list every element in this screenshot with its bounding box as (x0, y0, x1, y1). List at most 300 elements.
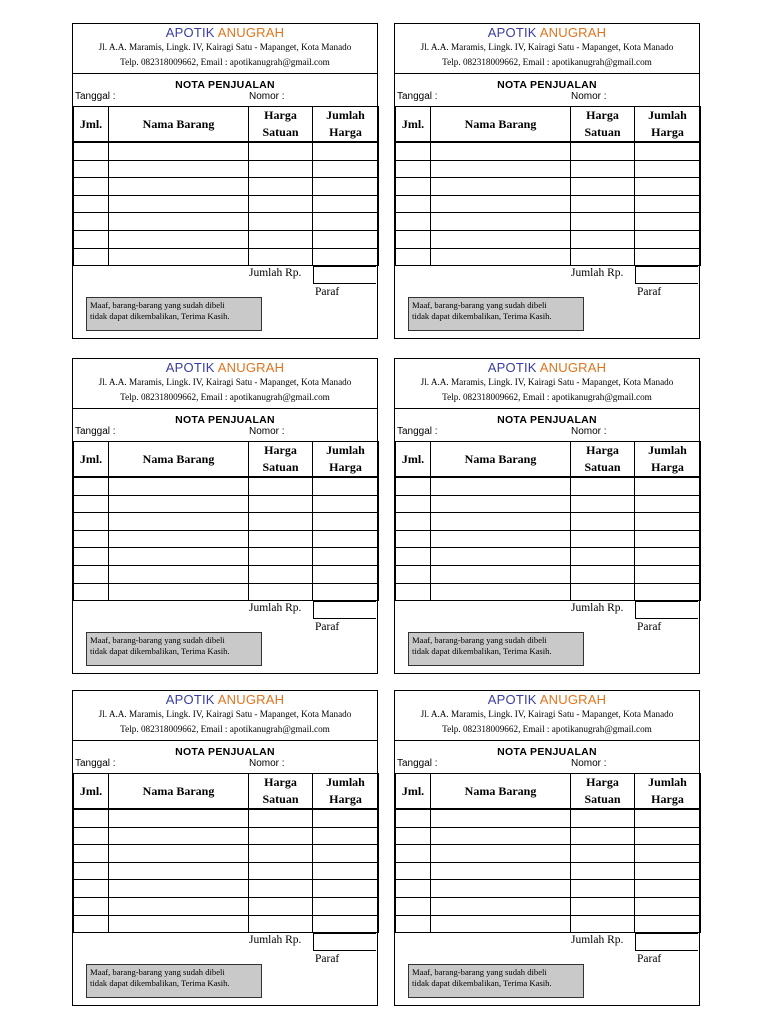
total-input-box[interactable] (313, 933, 376, 951)
table-row (74, 142, 379, 160)
column-header-unit-price: Harga Satuan (249, 107, 313, 143)
table-row (74, 565, 379, 583)
unit-price-cell[interactable] (249, 862, 313, 880)
unit-price-cell[interactable] (249, 880, 313, 898)
table-row (74, 827, 379, 845)
qty-cell[interactable] (74, 548, 109, 566)
shop-address: Jl. A.A. Maramis, Lingk. IV, Kairagi Satu - Mapanget, Kota Manado (98, 709, 352, 719)
item-cell[interactable] (109, 845, 249, 863)
unit-price-cell[interactable] (249, 809, 313, 827)
item-cell[interactable] (431, 495, 571, 513)
total-price-cell[interactable] (313, 195, 379, 213)
shop-name: APOTIK ANUGRAH (487, 25, 607, 40)
item-cell[interactable] (431, 915, 571, 933)
item-cell[interactable] (109, 915, 249, 933)
qty-cell[interactable] (74, 213, 109, 231)
signature-label: Paraf (315, 953, 340, 965)
total-price-cell[interactable] (635, 195, 701, 213)
table-row (74, 897, 379, 915)
receipt-form-3 (72, 358, 378, 674)
total-price-cell[interactable] (313, 845, 379, 863)
qty-cell[interactable] (74, 827, 109, 845)
qty-cell[interactable] (396, 583, 431, 601)
qty-cell[interactable] (396, 862, 431, 880)
table-row (396, 915, 701, 933)
number-label: Nomor : (249, 426, 285, 437)
table-row (396, 583, 701, 601)
item-cell[interactable] (431, 897, 571, 915)
return-policy-notice: Maaf, barang-barang yang sudah dibeli tidak dapat dikembalikan, Terima Kasih. (408, 964, 584, 998)
table-row (396, 809, 701, 827)
qty-cell[interactable] (396, 495, 431, 513)
form-title: NOTA PENJUALAN (497, 79, 597, 91)
total-price-cell[interactable] (313, 915, 379, 933)
item-cell[interactable] (109, 230, 249, 248)
shop-contact: Telp. 082318009662, Email : apotikanugrah@gmail.com (442, 724, 652, 734)
unit-price-cell[interactable] (249, 845, 313, 863)
qty-cell[interactable] (396, 530, 431, 548)
receipt-header (73, 24, 377, 74)
item-cell[interactable] (109, 862, 249, 880)
unit-price-cell[interactable] (571, 862, 635, 880)
total-label: Jumlah Rp. (249, 267, 302, 279)
return-policy-notice: Maaf, barang-barang yang sudah dibeli tidak dapat dikembalikan, Terima Kasih. (86, 297, 262, 331)
item-cell[interactable] (109, 213, 249, 231)
total-price-cell[interactable] (635, 809, 701, 827)
total-price-cell[interactable] (635, 845, 701, 863)
unit-price-cell[interactable] (249, 495, 313, 513)
unit-price-cell[interactable] (249, 248, 313, 266)
unit-price-cell[interactable] (571, 583, 635, 601)
total-price-cell[interactable] (313, 897, 379, 915)
unit-price-cell[interactable] (249, 583, 313, 601)
column-header-item: Nama Barang (431, 107, 571, 143)
unit-price-cell[interactable] (571, 880, 635, 898)
column-header-qty: Jml. (396, 107, 431, 143)
total-price-cell[interactable] (635, 897, 701, 915)
receipt-form-4 (394, 358, 700, 674)
qty-cell[interactable] (74, 142, 109, 160)
items-table (73, 441, 379, 601)
signature-label: Paraf (637, 621, 662, 633)
total-label: Jumlah Rp. (571, 267, 624, 279)
total-price-cell[interactable] (313, 160, 379, 178)
table-header-row (396, 107, 701, 143)
qty-cell[interactable] (74, 845, 109, 863)
qty-cell[interactable] (396, 513, 431, 531)
date-label: Tanggal : (75, 91, 116, 102)
table-row (74, 548, 379, 566)
date-label: Tanggal : (397, 91, 438, 102)
qty-cell[interactable] (74, 248, 109, 266)
unit-price-cell[interactable] (249, 142, 313, 160)
unit-price-cell[interactable] (249, 195, 313, 213)
column-header-unit-price: Harga Satuan (249, 442, 313, 478)
column-header-total-price: Jumlah Harga (313, 107, 379, 143)
table-row (396, 845, 701, 863)
column-header-total-price: Jumlah Harga (635, 107, 701, 143)
total-price-cell[interactable] (635, 213, 701, 231)
unit-price-cell[interactable] (249, 513, 313, 531)
unit-price-cell[interactable] (571, 477, 635, 495)
item-cell[interactable] (109, 513, 249, 531)
qty-cell[interactable] (396, 178, 431, 196)
table-row (74, 530, 379, 548)
qty-cell[interactable] (396, 195, 431, 213)
column-header-unit-price: Harga Satuan (249, 774, 313, 810)
table-row (396, 248, 701, 266)
total-price-cell[interactable] (635, 248, 701, 266)
table-row (74, 178, 379, 196)
date-label: Tanggal : (397, 426, 438, 437)
item-cell[interactable] (109, 142, 249, 160)
table-header-row (74, 442, 379, 478)
qty-cell[interactable] (396, 230, 431, 248)
qty-cell[interactable] (396, 915, 431, 933)
item-cell[interactable] (431, 565, 571, 583)
table-row (396, 160, 701, 178)
total-price-cell[interactable] (313, 142, 379, 160)
qty-cell[interactable] (74, 477, 109, 495)
unit-price-cell[interactable] (571, 230, 635, 248)
total-price-cell[interactable] (313, 495, 379, 513)
item-cell[interactable] (431, 195, 571, 213)
qty-cell[interactable] (74, 530, 109, 548)
total-price-cell[interactable] (635, 495, 701, 513)
total-price-cell[interactable] (313, 178, 379, 196)
number-label: Nomor : (249, 91, 285, 102)
column-header-item: Nama Barang (109, 107, 249, 143)
table-row (396, 495, 701, 513)
receipt-form-1 (72, 23, 378, 339)
unit-price-cell[interactable] (571, 248, 635, 266)
table-row (396, 530, 701, 548)
receipt-header (395, 24, 699, 74)
table-row (74, 513, 379, 531)
item-cell[interactable] (109, 827, 249, 845)
unit-price-cell[interactable] (249, 897, 313, 915)
item-cell[interactable] (431, 230, 571, 248)
column-header-qty: Jml. (396, 774, 431, 810)
item-cell[interactable] (431, 178, 571, 196)
qty-cell[interactable] (396, 809, 431, 827)
table-row (396, 142, 701, 160)
unit-price-cell[interactable] (571, 897, 635, 915)
item-cell[interactable] (431, 862, 571, 880)
item-cell[interactable] (109, 565, 249, 583)
qty-cell[interactable] (74, 862, 109, 880)
total-input-box[interactable] (313, 266, 376, 284)
item-cell[interactable] (431, 827, 571, 845)
table-row (74, 845, 379, 863)
column-header-total-price: Jumlah Harga (313, 442, 379, 478)
item-cell[interactable] (431, 160, 571, 178)
qty-cell[interactable] (74, 915, 109, 933)
number-label: Nomor : (571, 758, 607, 769)
shop-name: APOTIK ANUGRAH (487, 360, 607, 375)
item-cell[interactable] (431, 880, 571, 898)
unit-price-cell[interactable] (249, 530, 313, 548)
total-label: Jumlah Rp. (571, 934, 624, 946)
unit-price-cell[interactable] (571, 530, 635, 548)
item-cell[interactable] (109, 880, 249, 898)
table-header-row (396, 442, 701, 478)
total-price-cell[interactable] (313, 880, 379, 898)
qty-cell[interactable] (74, 160, 109, 178)
shop-address: Jl. A.A. Maramis, Lingk. IV, Kairagi Satu - Mapanget, Kota Manado (98, 42, 352, 52)
total-input-box[interactable] (635, 266, 698, 284)
item-cell[interactable] (431, 530, 571, 548)
form-title: NOTA PENJUALAN (497, 746, 597, 758)
qty-cell[interactable] (74, 880, 109, 898)
qty-cell[interactable] (396, 880, 431, 898)
number-label: Nomor : (571, 91, 607, 102)
unit-price-cell[interactable] (571, 195, 635, 213)
total-price-cell[interactable] (635, 583, 701, 601)
shop-contact: Telp. 082318009662, Email : apotikanugrah@gmail.com (120, 392, 330, 402)
column-header-unit-price: Harga Satuan (571, 442, 635, 478)
table-row (396, 827, 701, 845)
shop-address: Jl. A.A. Maramis, Lingk. IV, Kairagi Satu - Mapanget, Kota Manado (420, 377, 674, 387)
qty-cell[interactable] (396, 827, 431, 845)
unit-price-cell[interactable] (571, 548, 635, 566)
unit-price-cell[interactable] (571, 178, 635, 196)
table-row (74, 477, 379, 495)
total-price-cell[interactable] (313, 530, 379, 548)
item-cell[interactable] (109, 809, 249, 827)
items-table (395, 773, 701, 933)
shop-contact: Telp. 082318009662, Email : apotikanugrah@gmail.com (120, 57, 330, 67)
qty-cell[interactable] (396, 548, 431, 566)
column-header-qty: Jml. (396, 442, 431, 478)
unit-price-cell[interactable] (249, 178, 313, 196)
total-price-cell[interactable] (313, 583, 379, 601)
shop-name: APOTIK ANUGRAH (165, 692, 285, 707)
return-policy-notice: Maaf, barang-barang yang sudah dibeli tidak dapat dikembalikan, Terima Kasih. (86, 964, 262, 998)
signature-label: Paraf (315, 621, 340, 633)
total-price-cell[interactable] (635, 230, 701, 248)
total-price-cell[interactable] (313, 827, 379, 845)
shop-name: APOTIK ANUGRAH (487, 692, 607, 707)
qty-cell[interactable] (396, 160, 431, 178)
shop-contact: Telp. 082318009662, Email : apotikanugrah@gmail.com (120, 724, 330, 734)
total-price-cell[interactable] (313, 565, 379, 583)
total-input-box[interactable] (635, 933, 698, 951)
qty-cell[interactable] (396, 565, 431, 583)
form-title: NOTA PENJUALAN (175, 746, 275, 758)
total-price-cell[interactable] (635, 142, 701, 160)
table-header-row (74, 774, 379, 810)
unit-price-cell[interactable] (249, 548, 313, 566)
table-row (74, 495, 379, 513)
receipt-form-5 (72, 690, 378, 1006)
form-title: NOTA PENJUALAN (175, 79, 275, 91)
qty-cell[interactable] (74, 583, 109, 601)
table-header-row (74, 107, 379, 143)
items-table (73, 773, 379, 933)
table-row (396, 897, 701, 915)
items-table (395, 441, 701, 601)
total-input-box[interactable] (313, 601, 376, 619)
unit-price-cell[interactable] (571, 513, 635, 531)
unit-price-cell[interactable] (249, 565, 313, 583)
item-cell[interactable] (109, 583, 249, 601)
unit-price-cell[interactable] (571, 845, 635, 863)
column-header-item: Nama Barang (431, 774, 571, 810)
table-row (396, 213, 701, 231)
qty-cell[interactable] (396, 897, 431, 915)
unit-price-cell[interactable] (571, 142, 635, 160)
table-row (74, 880, 379, 898)
qty-cell[interactable] (74, 897, 109, 915)
unit-price-cell[interactable] (571, 915, 635, 933)
total-price-cell[interactable] (313, 248, 379, 266)
item-cell[interactable] (431, 845, 571, 863)
table-row (396, 195, 701, 213)
shop-address: Jl. A.A. Maramis, Lingk. IV, Kairagi Satu - Mapanget, Kota Manado (420, 42, 674, 52)
shop-contact: Telp. 082318009662, Email : apotikanugrah@gmail.com (442, 57, 652, 67)
date-label: Tanggal : (75, 758, 116, 769)
total-input-box[interactable] (635, 601, 698, 619)
total-price-cell[interactable] (313, 513, 379, 531)
total-label: Jumlah Rp. (249, 934, 302, 946)
qty-cell[interactable] (74, 230, 109, 248)
total-price-cell[interactable] (635, 915, 701, 933)
unit-price-cell[interactable] (249, 160, 313, 178)
table-row (74, 583, 379, 601)
form-title: NOTA PENJUALAN (175, 414, 275, 426)
item-cell[interactable] (109, 530, 249, 548)
unit-price-cell[interactable] (571, 565, 635, 583)
receipt-header (73, 359, 377, 409)
total-price-cell[interactable] (635, 160, 701, 178)
column-header-qty: Jml. (74, 107, 109, 143)
total-price-cell[interactable] (313, 809, 379, 827)
item-cell[interactable] (431, 513, 571, 531)
column-header-total-price: Jumlah Harga (635, 774, 701, 810)
signature-label: Paraf (315, 286, 340, 298)
column-header-qty: Jml. (74, 442, 109, 478)
table-row (396, 548, 701, 566)
total-label: Jumlah Rp. (249, 602, 302, 614)
signature-label: Paraf (637, 953, 662, 965)
number-label: Nomor : (249, 758, 285, 769)
total-price-cell[interactable] (313, 548, 379, 566)
total-price-cell[interactable] (635, 513, 701, 531)
total-price-cell[interactable] (635, 530, 701, 548)
qty-cell[interactable] (396, 248, 431, 266)
qty-cell[interactable] (74, 513, 109, 531)
shop-address: Jl. A.A. Maramis, Lingk. IV, Kairagi Satu - Mapanget, Kota Manado (98, 377, 352, 387)
total-price-cell[interactable] (313, 230, 379, 248)
qty-cell[interactable] (396, 845, 431, 863)
item-cell[interactable] (109, 897, 249, 915)
unit-price-cell[interactable] (571, 495, 635, 513)
item-cell[interactable] (431, 142, 571, 160)
qty-cell[interactable] (74, 495, 109, 513)
item-cell[interactable] (431, 583, 571, 601)
total-price-cell[interactable] (635, 880, 701, 898)
shop-contact: Telp. 082318009662, Email : apotikanugrah@gmail.com (442, 392, 652, 402)
return-policy-notice: Maaf, barang-barang yang sudah dibeli tidak dapat dikembalikan, Terima Kasih. (408, 297, 584, 331)
unit-price-cell[interactable] (571, 160, 635, 178)
receipt-header (73, 691, 377, 741)
table-row (74, 809, 379, 827)
table-row (396, 513, 701, 531)
total-price-cell[interactable] (313, 213, 379, 231)
unit-price-cell[interactable] (249, 915, 313, 933)
item-cell[interactable] (431, 548, 571, 566)
total-price-cell[interactable] (635, 862, 701, 880)
unit-price-cell[interactable] (249, 827, 313, 845)
shop-name: APOTIK ANUGRAH (165, 25, 285, 40)
table-row (74, 248, 379, 266)
total-price-cell[interactable] (635, 827, 701, 845)
table-row (396, 862, 701, 880)
unit-price-cell[interactable] (249, 213, 313, 231)
total-label: Jumlah Rp. (571, 602, 624, 614)
item-cell[interactable] (431, 213, 571, 231)
item-cell[interactable] (109, 477, 249, 495)
column-header-item: Nama Barang (431, 442, 571, 478)
unit-price-cell[interactable] (249, 230, 313, 248)
date-label: Tanggal : (397, 758, 438, 769)
signature-label: Paraf (637, 286, 662, 298)
item-cell[interactable] (109, 495, 249, 513)
unit-price-cell[interactable] (571, 827, 635, 845)
table-row (74, 230, 379, 248)
return-policy-notice: Maaf, barang-barang yang sudah dibeli tidak dapat dikembalikan, Terima Kasih. (408, 632, 584, 666)
total-price-cell[interactable] (635, 178, 701, 196)
table-row (74, 915, 379, 933)
total-price-cell[interactable] (635, 565, 701, 583)
unit-price-cell[interactable] (571, 809, 635, 827)
total-price-cell[interactable] (313, 477, 379, 495)
total-price-cell[interactable] (635, 548, 701, 566)
item-cell[interactable] (431, 809, 571, 827)
shop-address: Jl. A.A. Maramis, Lingk. IV, Kairagi Satu - Mapanget, Kota Manado (420, 709, 674, 719)
table-row (74, 213, 379, 231)
item-cell[interactable] (109, 160, 249, 178)
item-cell[interactable] (109, 248, 249, 266)
total-price-cell[interactable] (635, 477, 701, 495)
qty-cell[interactable] (74, 565, 109, 583)
total-price-cell[interactable] (313, 862, 379, 880)
table-row (74, 160, 379, 178)
qty-cell[interactable] (74, 195, 109, 213)
unit-price-cell[interactable] (571, 213, 635, 231)
unit-price-cell[interactable] (249, 477, 313, 495)
table-row (396, 178, 701, 196)
number-label: Nomor : (571, 426, 607, 437)
column-header-total-price: Jumlah Harga (313, 774, 379, 810)
qty-cell[interactable] (396, 213, 431, 231)
item-cell[interactable] (109, 195, 249, 213)
column-header-unit-price: Harga Satuan (571, 774, 635, 810)
qty-cell[interactable] (396, 142, 431, 160)
item-cell[interactable] (109, 178, 249, 196)
receipt-header (395, 691, 699, 741)
qty-cell[interactable] (396, 477, 431, 495)
column-header-item: Nama Barang (109, 442, 249, 478)
table-row (396, 565, 701, 583)
item-cell[interactable] (109, 548, 249, 566)
qty-cell[interactable] (74, 178, 109, 196)
return-policy-notice: Maaf, barang-barang yang sudah dibeli tidak dapat dikembalikan, Terima Kasih. (86, 632, 262, 666)
item-cell[interactable] (431, 248, 571, 266)
qty-cell[interactable] (74, 809, 109, 827)
item-cell[interactable] (431, 477, 571, 495)
